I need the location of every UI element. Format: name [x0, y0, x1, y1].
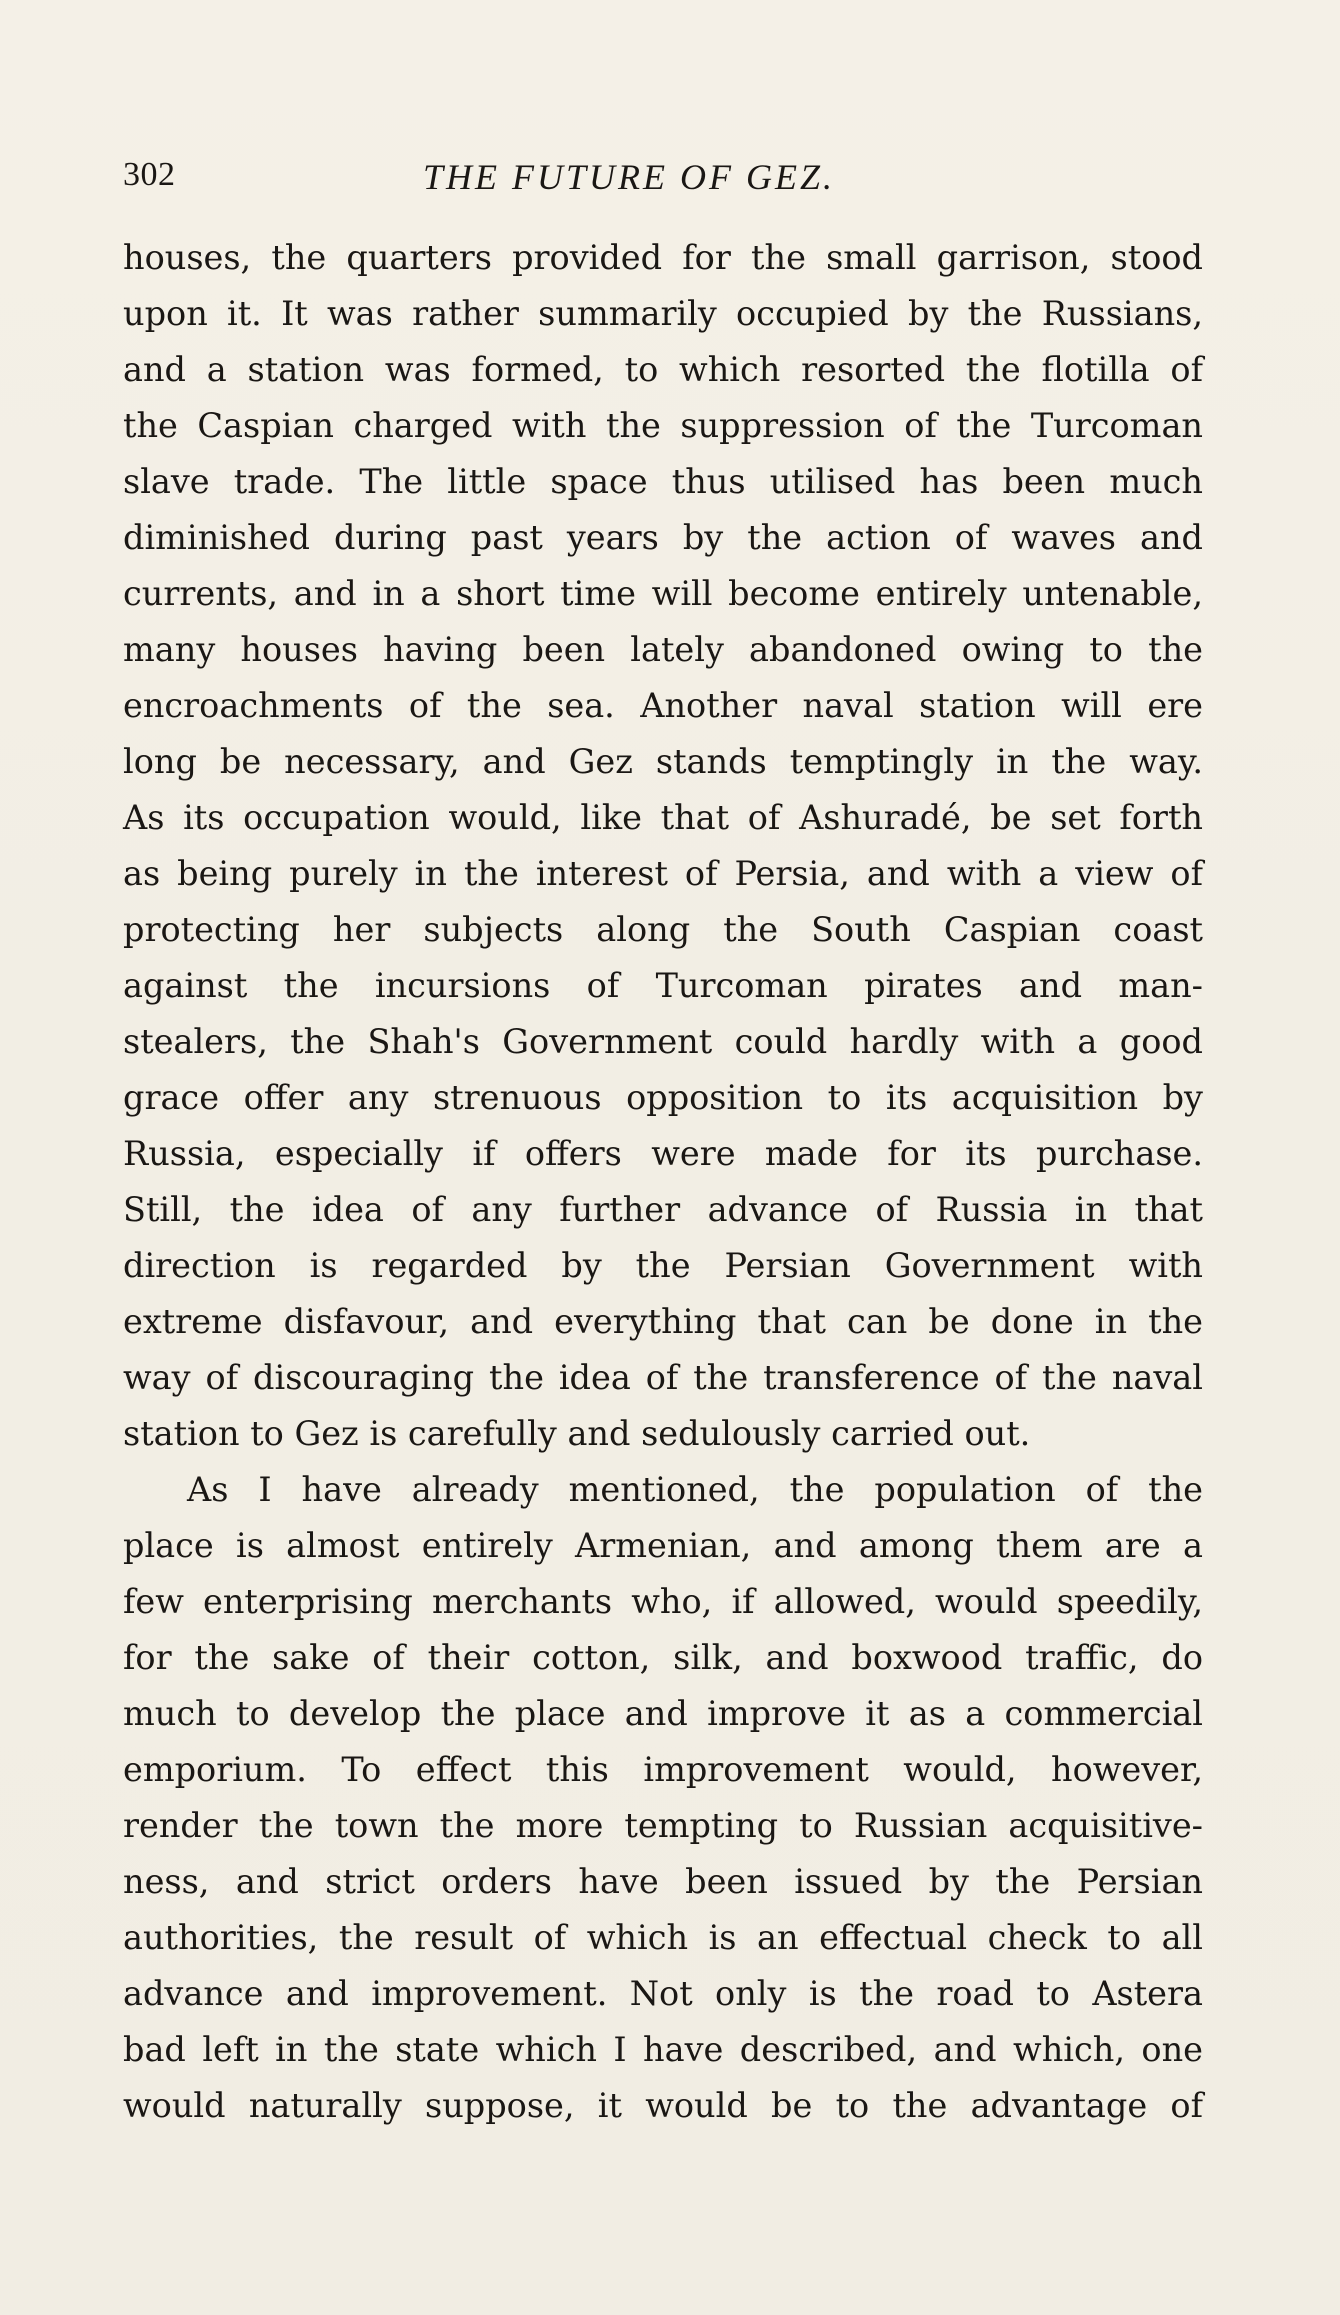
- text-line: and a station was formed, to which resorted the flotilla of: [123, 350, 1203, 389]
- text-line: As its occupation would, like that of Ashuradé, be set forth: [123, 798, 1203, 837]
- text-line: few enterprising merchants who, if allowed, would speedily,: [123, 1582, 1203, 1621]
- body-text: [123, 230, 1203, 2134]
- text-line: render the town the more tempting to Russian acquisitive-: [123, 1806, 1203, 1845]
- text-line: way of discouraging the idea of the transference of the naval: [123, 1358, 1203, 1397]
- text-line: Russia, especially if offers were made for its purchase.: [123, 1134, 1203, 1173]
- text-line: as being purely in the interest of Persia, and with a view of: [123, 854, 1203, 893]
- text-line: currents, and in a short time will become entirely untenable,: [123, 574, 1203, 613]
- text-line: the Caspian charged with the suppression of the Turcoman: [123, 406, 1203, 445]
- text-line: extreme disfavour, and everything that can be done in the: [123, 1302, 1203, 1341]
- text-line: much to develop the place and improve it as a commercial: [123, 1694, 1203, 1733]
- text-line: direction is regarded by the Persian Government with: [123, 1246, 1203, 1285]
- text-line: bad left in the state which I have described, and which, one: [123, 2030, 1203, 2069]
- text-line: protecting her subjects along the South Caspian coast: [123, 910, 1203, 949]
- paragraph-end-line: station to Gez is carefully and sedulously carried out.: [123, 1414, 1031, 1453]
- page-number: 302: [123, 156, 176, 193]
- text-line: houses, the quarters provided for the small garrison, stood: [123, 238, 1203, 277]
- text-line: authorities, the result of which is an effectual check to all: [123, 1918, 1203, 1957]
- text-line: slave trade. The little space thus utilised has been much: [123, 462, 1203, 501]
- text-line: upon it. It was rather summarily occupied by the Russians,: [123, 294, 1203, 333]
- text-line: diminished during past years by the action of waves and: [123, 518, 1203, 557]
- text-line: would naturally suppose, it would be to the advantage of: [123, 2086, 1203, 2125]
- text-line: stealers, the Shah's Government could hardly with a good: [123, 1022, 1203, 1061]
- text-line: ness, and strict orders have been issued by the Persian: [123, 1862, 1203, 1901]
- text-line: Still, the idea of any further advance of Russia in that: [123, 1190, 1203, 1229]
- text-line: encroachments of the sea. Another naval station will ere: [123, 686, 1203, 725]
- text-line: against the incursions of Turcoman pirates and man-: [123, 966, 1203, 1005]
- text-line: long be necessary, and Gez stands temptingly in the way.: [123, 742, 1203, 781]
- text-line: for the sake of their cotton, silk, and boxwood traffic, do: [123, 1638, 1203, 1677]
- running-title: THE FUTURE OF GEZ.: [423, 157, 835, 197]
- text-line: advance and improvement. Not only is the road to Astera: [123, 1974, 1203, 2013]
- text-line: place is almost entirely Armenian, and among them are a: [123, 1526, 1203, 1565]
- paragraph-start-line: As I have already mentioned, the population of the: [187, 1470, 1203, 1509]
- text-line: many houses having been lately abandoned owing to the: [123, 630, 1203, 669]
- text-line: emporium. To effect this improvement would, however,: [123, 1750, 1203, 1789]
- running-head: [123, 156, 1203, 206]
- text-line: grace offer any strenuous opposition to its acquisition by: [123, 1078, 1203, 1117]
